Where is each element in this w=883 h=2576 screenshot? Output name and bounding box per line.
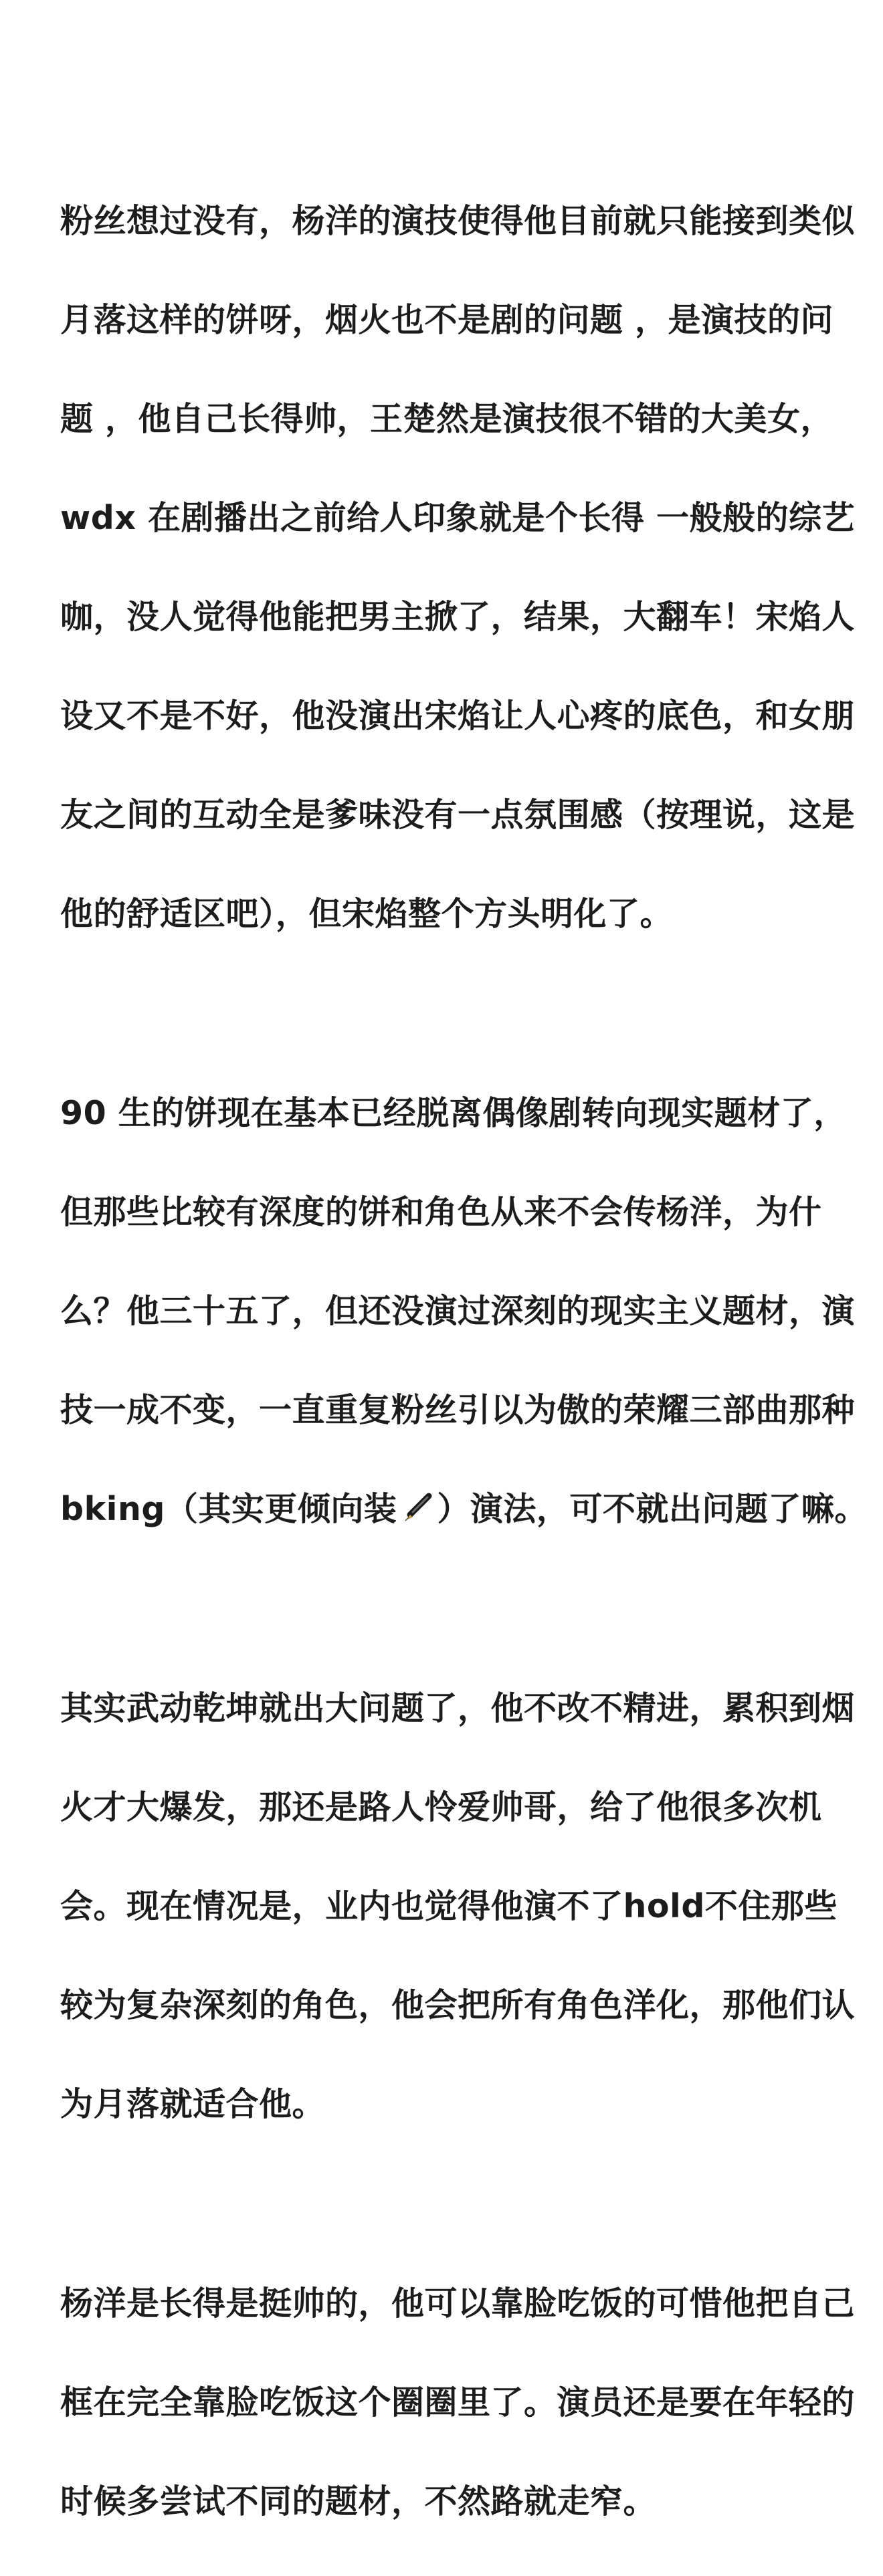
text-line: 但那些比较有深度的饼和角色从来不会传杨洋，为什 [60,1193,822,1231]
text-line: 框在完全靠脸吃饭这个圈圈里了。演员还是要在年轻的 [60,2383,856,2422]
text-line: 粉丝想过没有，杨洋的演技使得他目前就只能接到类似 [60,202,856,240]
paragraph-2 [60,1039,868,1584]
text-line: 友之间的互动全是爹味没有一点氛围感（按理说，这是 [60,796,856,834]
fountain-pen-icon [399,1490,434,1525]
article-body [60,147,868,2576]
text-line: 咖，没人觉得他能把男主掀了，结果，大翻车！宋焰人 [60,598,856,636]
paragraph-1 [60,147,856,988]
text-line: 其实武动乾坤就出大问题了，他不改不精进，累积到烟 [60,1689,856,1727]
text-line: 火才大爆发，那还是路人怜爱帅哥，给了他很多次机 [60,1788,822,1826]
text-line: 杨洋是长得是挺帅的，他可以靠脸吃饭的可惜他把自己 [60,2284,856,2323]
text-line: 技一成不变，一直重复粉丝引以为傲的荣耀三部曲那种 [60,1391,856,1429]
text-line: 设又不是不好，他没演出宋焰让人心疼的底色，和女朋 [60,697,856,735]
text-line: 为月落就适合他。 [60,2085,326,2123]
text-line: 他的舒适区吧），但宋焰整个方头明化了。 [60,895,674,933]
text-line: 较为复杂深刻的角色，他会把所有角色洋化，那他们认 [60,1986,856,2024]
paragraph-4 [60,2230,856,2576]
text-line: 会。现在情况是，业内也觉得他演不了hold不住那些 [60,1887,838,1925]
text-line: 题 ，他自己长得帅，王楚然是演技很不错的大美女， [60,400,834,438]
text-line: 么？他三十五了，但还没演过深刻的现实主义题材，演 [60,1292,856,1330]
text-line: 时候多尝试不同的题材，不然路就走窄。 [60,2482,657,2520]
paragraph-3 [60,1634,856,2179]
text-fragment: ）演法，可不就出问题了嘛。 [437,1490,868,1528]
text-line: 90 生的饼现在基本已经脱离偶像剧转向现实题材了， [60,1094,847,1132]
text-line [60,1485,868,1534]
text-line: 月落这样的饼呀，烟火也不是剧的问题 ，是演技的问 [60,301,834,339]
text-fragment: bking（其实更倾向装 [60,1490,397,1528]
text-line: wdx 在剧播出之前给人印象就是个长得 一般般的综艺 [60,499,856,537]
